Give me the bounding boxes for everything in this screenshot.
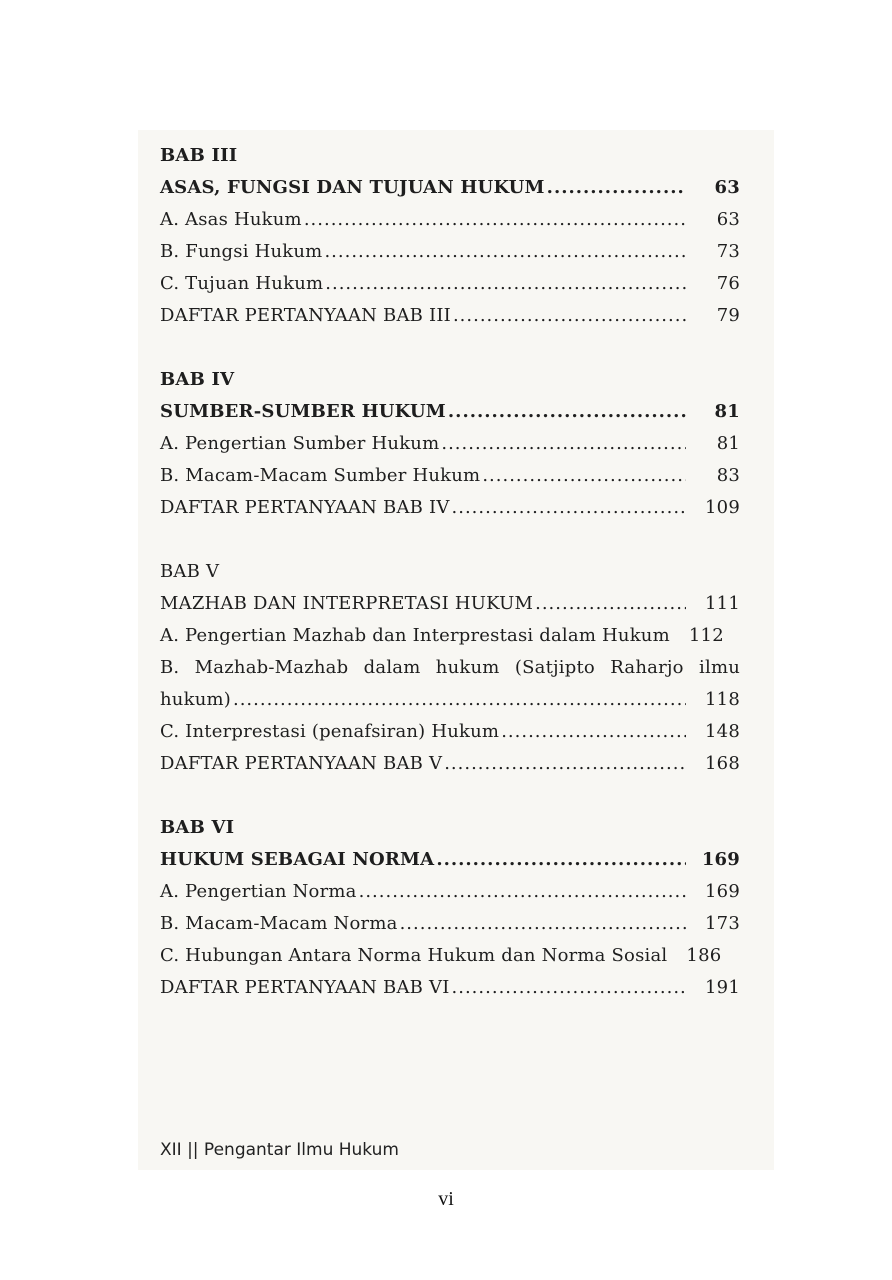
dot-leader <box>501 716 686 748</box>
toc-entry[interactable] <box>160 492 740 524</box>
entry-text: DAFTAR PERTANYAAN BAB III <box>160 305 451 326</box>
page-ref: 169 <box>701 849 740 870</box>
page-ref: 112 <box>688 625 724 646</box>
entry-text: A. Pengertian Norma <box>160 881 357 902</box>
chapter-heading-text: BAB III <box>160 145 238 166</box>
dot-leader <box>359 876 686 908</box>
toc-entry[interactable] <box>160 460 740 492</box>
entry-text: B. Macam-Macam Sumber Hukum <box>160 465 481 486</box>
page-ref: 168 <box>705 753 740 774</box>
toc-entry[interactable] <box>160 748 740 780</box>
page-ref: 63 <box>714 177 740 198</box>
chapter-heading-text: BAB V <box>160 561 220 582</box>
chapter-title-row[interactable] <box>160 172 740 204</box>
page-ref: 63 <box>716 209 740 230</box>
dot-leader <box>452 492 686 524</box>
entry-text: hukum) <box>160 689 231 710</box>
dot-leader <box>482 460 686 492</box>
dot-leader <box>304 204 686 236</box>
entry-text: B. Fungsi Hukum <box>160 241 323 262</box>
entry-text: B. Macam-Macam Norma <box>160 913 398 934</box>
page-ref: 148 <box>705 721 740 742</box>
entry-text: DAFTAR PERTANYAAN BAB V <box>160 753 443 774</box>
page-ref: 109 <box>705 497 740 518</box>
page-ref: 186 <box>686 945 722 966</box>
toc-entry[interactable] <box>160 908 740 940</box>
page-ref: 169 <box>705 881 740 902</box>
dot-leader <box>448 396 686 428</box>
chapter-title-text: HUKUM SEBAGAI NORMA <box>160 849 435 870</box>
page-ref: 173 <box>705 913 740 934</box>
dot-leader <box>444 748 686 780</box>
toc-entry-wrapped-line[interactable] <box>160 652 740 684</box>
toc-entry[interactable] <box>160 620 740 652</box>
chapter-heading <box>160 364 740 396</box>
chapter-title-row[interactable] <box>160 844 740 876</box>
chapter-heading <box>160 556 740 588</box>
toc-entry[interactable] <box>160 940 740 972</box>
chapter-heading-text: BAB VI <box>160 817 235 838</box>
page-number: vi <box>438 1188 454 1210</box>
page-ref: 73 <box>716 241 740 262</box>
entry-text: C. Hubungan Antara Norma Hukum dan Norma Sosial <box>160 945 668 966</box>
page-ref: 81 <box>714 401 740 422</box>
toc-section-bab-iii <box>160 140 740 332</box>
toc-entry[interactable] <box>160 236 740 268</box>
entry-text: A. Pengertian Mazhab dan Interprestasi dalam Hukum <box>160 625 670 646</box>
page-ref: 111 <box>705 593 740 614</box>
page-ref: 118 <box>705 689 740 710</box>
dot-leader <box>452 972 686 1004</box>
entry-text: A. Pengertian Sumber Hukum <box>160 433 440 454</box>
toc-section-bab-iv <box>160 364 740 524</box>
toc-section-bab-vi <box>160 812 740 1004</box>
entry-text: DAFTAR PERTANYAAN BAB VI <box>160 977 450 998</box>
chapter-title-row[interactable] <box>160 396 740 428</box>
toc-entry[interactable] <box>160 716 740 748</box>
chapter-title-text: ASAS, FUNGSI DAN TUJUAN HUKUM <box>160 177 545 198</box>
page-ref: 191 <box>705 977 740 998</box>
dot-leader <box>233 684 686 716</box>
page-ref: 79 <box>716 305 740 326</box>
chapter-heading-text: BAB IV <box>160 369 235 390</box>
dot-leader <box>325 268 686 300</box>
page-ref: 81 <box>716 433 740 454</box>
entry-text: C. Interprestasi (penafsiran) Hukum <box>160 721 500 742</box>
toc-entry[interactable] <box>160 204 740 236</box>
dot-leader <box>324 236 686 268</box>
page-ref: 83 <box>716 465 740 486</box>
toc-entry[interactable] <box>160 684 740 716</box>
toc-entry[interactable] <box>160 268 740 300</box>
toc-entry[interactable] <box>160 972 740 1004</box>
toc-entry[interactable] <box>160 428 740 460</box>
dot-leader <box>453 300 686 332</box>
dot-leader <box>535 588 686 620</box>
entry-text: B. Mazhab-Mazhab dalam hukum (Satjipto Raharjo ilmu <box>160 657 740 678</box>
table-of-contents <box>160 140 740 1036</box>
toc-entry[interactable] <box>160 876 740 908</box>
entry-text: A. Asas Hukum <box>160 209 302 230</box>
dot-leader <box>436 844 686 876</box>
running-footer: XII || Pengantar Ilmu Hukum <box>160 1140 399 1160</box>
dot-leader <box>400 908 686 940</box>
chapter-title-text: SUMBER-SUMBER HUKUM <box>160 401 446 422</box>
toc-section-bab-v <box>160 556 740 780</box>
entry-text: C. Tujuan Hukum <box>160 273 324 294</box>
chapter-title-row[interactable] <box>160 588 740 620</box>
chapter-title-text: MAZHAB DAN INTERPRETASI HUKUM <box>160 593 534 614</box>
entry-text: DAFTAR PERTANYAAN BAB IV <box>160 497 450 518</box>
chapter-heading <box>160 812 740 844</box>
page-ref: 76 <box>716 273 740 294</box>
dot-leader <box>441 428 686 460</box>
dot-leader <box>547 172 686 204</box>
toc-entry[interactable] <box>160 300 740 332</box>
chapter-heading <box>160 140 740 172</box>
